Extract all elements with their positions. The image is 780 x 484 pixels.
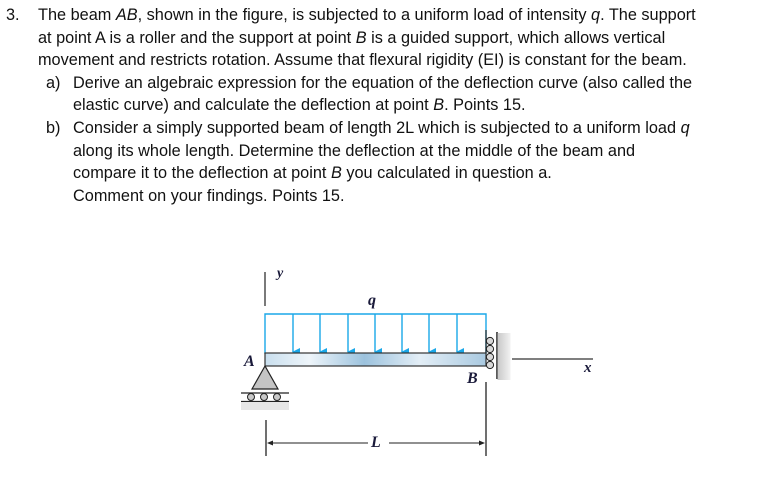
guided-support-b bbox=[486, 330, 511, 380]
part-b-line-1: Consider a simply supported beam of length 2L which is subjected to a uniform load q bbox=[73, 119, 690, 137]
x-axis-label: x bbox=[584, 360, 592, 376]
part-b-label: b) bbox=[46, 119, 61, 137]
length-label: L bbox=[371, 434, 381, 451]
part-b-line-3: compare it to the deflection at point B you calculated in question a. bbox=[73, 164, 552, 183]
part-a-line-1: Derive an algebraic expression for the equation of the deflection curve (also called the bbox=[73, 73, 693, 92]
part-a-line-2: elastic curve) and calculate the deflection at point B. Points 15. bbox=[73, 96, 526, 115]
intro-line-3: movement and restricts rotation. Assume that flexural rigidity (EI) is constant for the beam. bbox=[38, 51, 687, 70]
intro-line-1: The beam AB, shown in the figure, is subjected to a uniform load of intensity q. The support bbox=[38, 6, 696, 24]
y-axis-label: y bbox=[277, 266, 284, 281]
point-b-label: B bbox=[467, 370, 478, 387]
part-b-line-2: along its whole length. Determine the deflection at the middle of the beam and bbox=[73, 141, 636, 160]
part-b-line-4: Comment on your findings. Points 15. bbox=[73, 186, 345, 205]
point-a-label: A bbox=[244, 353, 255, 370]
intro-line-2: at point A is a roller and the support at point B is a guided support, which allows vertical bbox=[38, 28, 666, 47]
part-a-label: a) bbox=[46, 73, 61, 92]
problem-number: 3. bbox=[6, 6, 20, 24]
load-label: q bbox=[368, 292, 376, 309]
roller-support-a bbox=[241, 366, 289, 410]
beam bbox=[265, 353, 486, 366]
distributed-load bbox=[265, 314, 486, 354]
